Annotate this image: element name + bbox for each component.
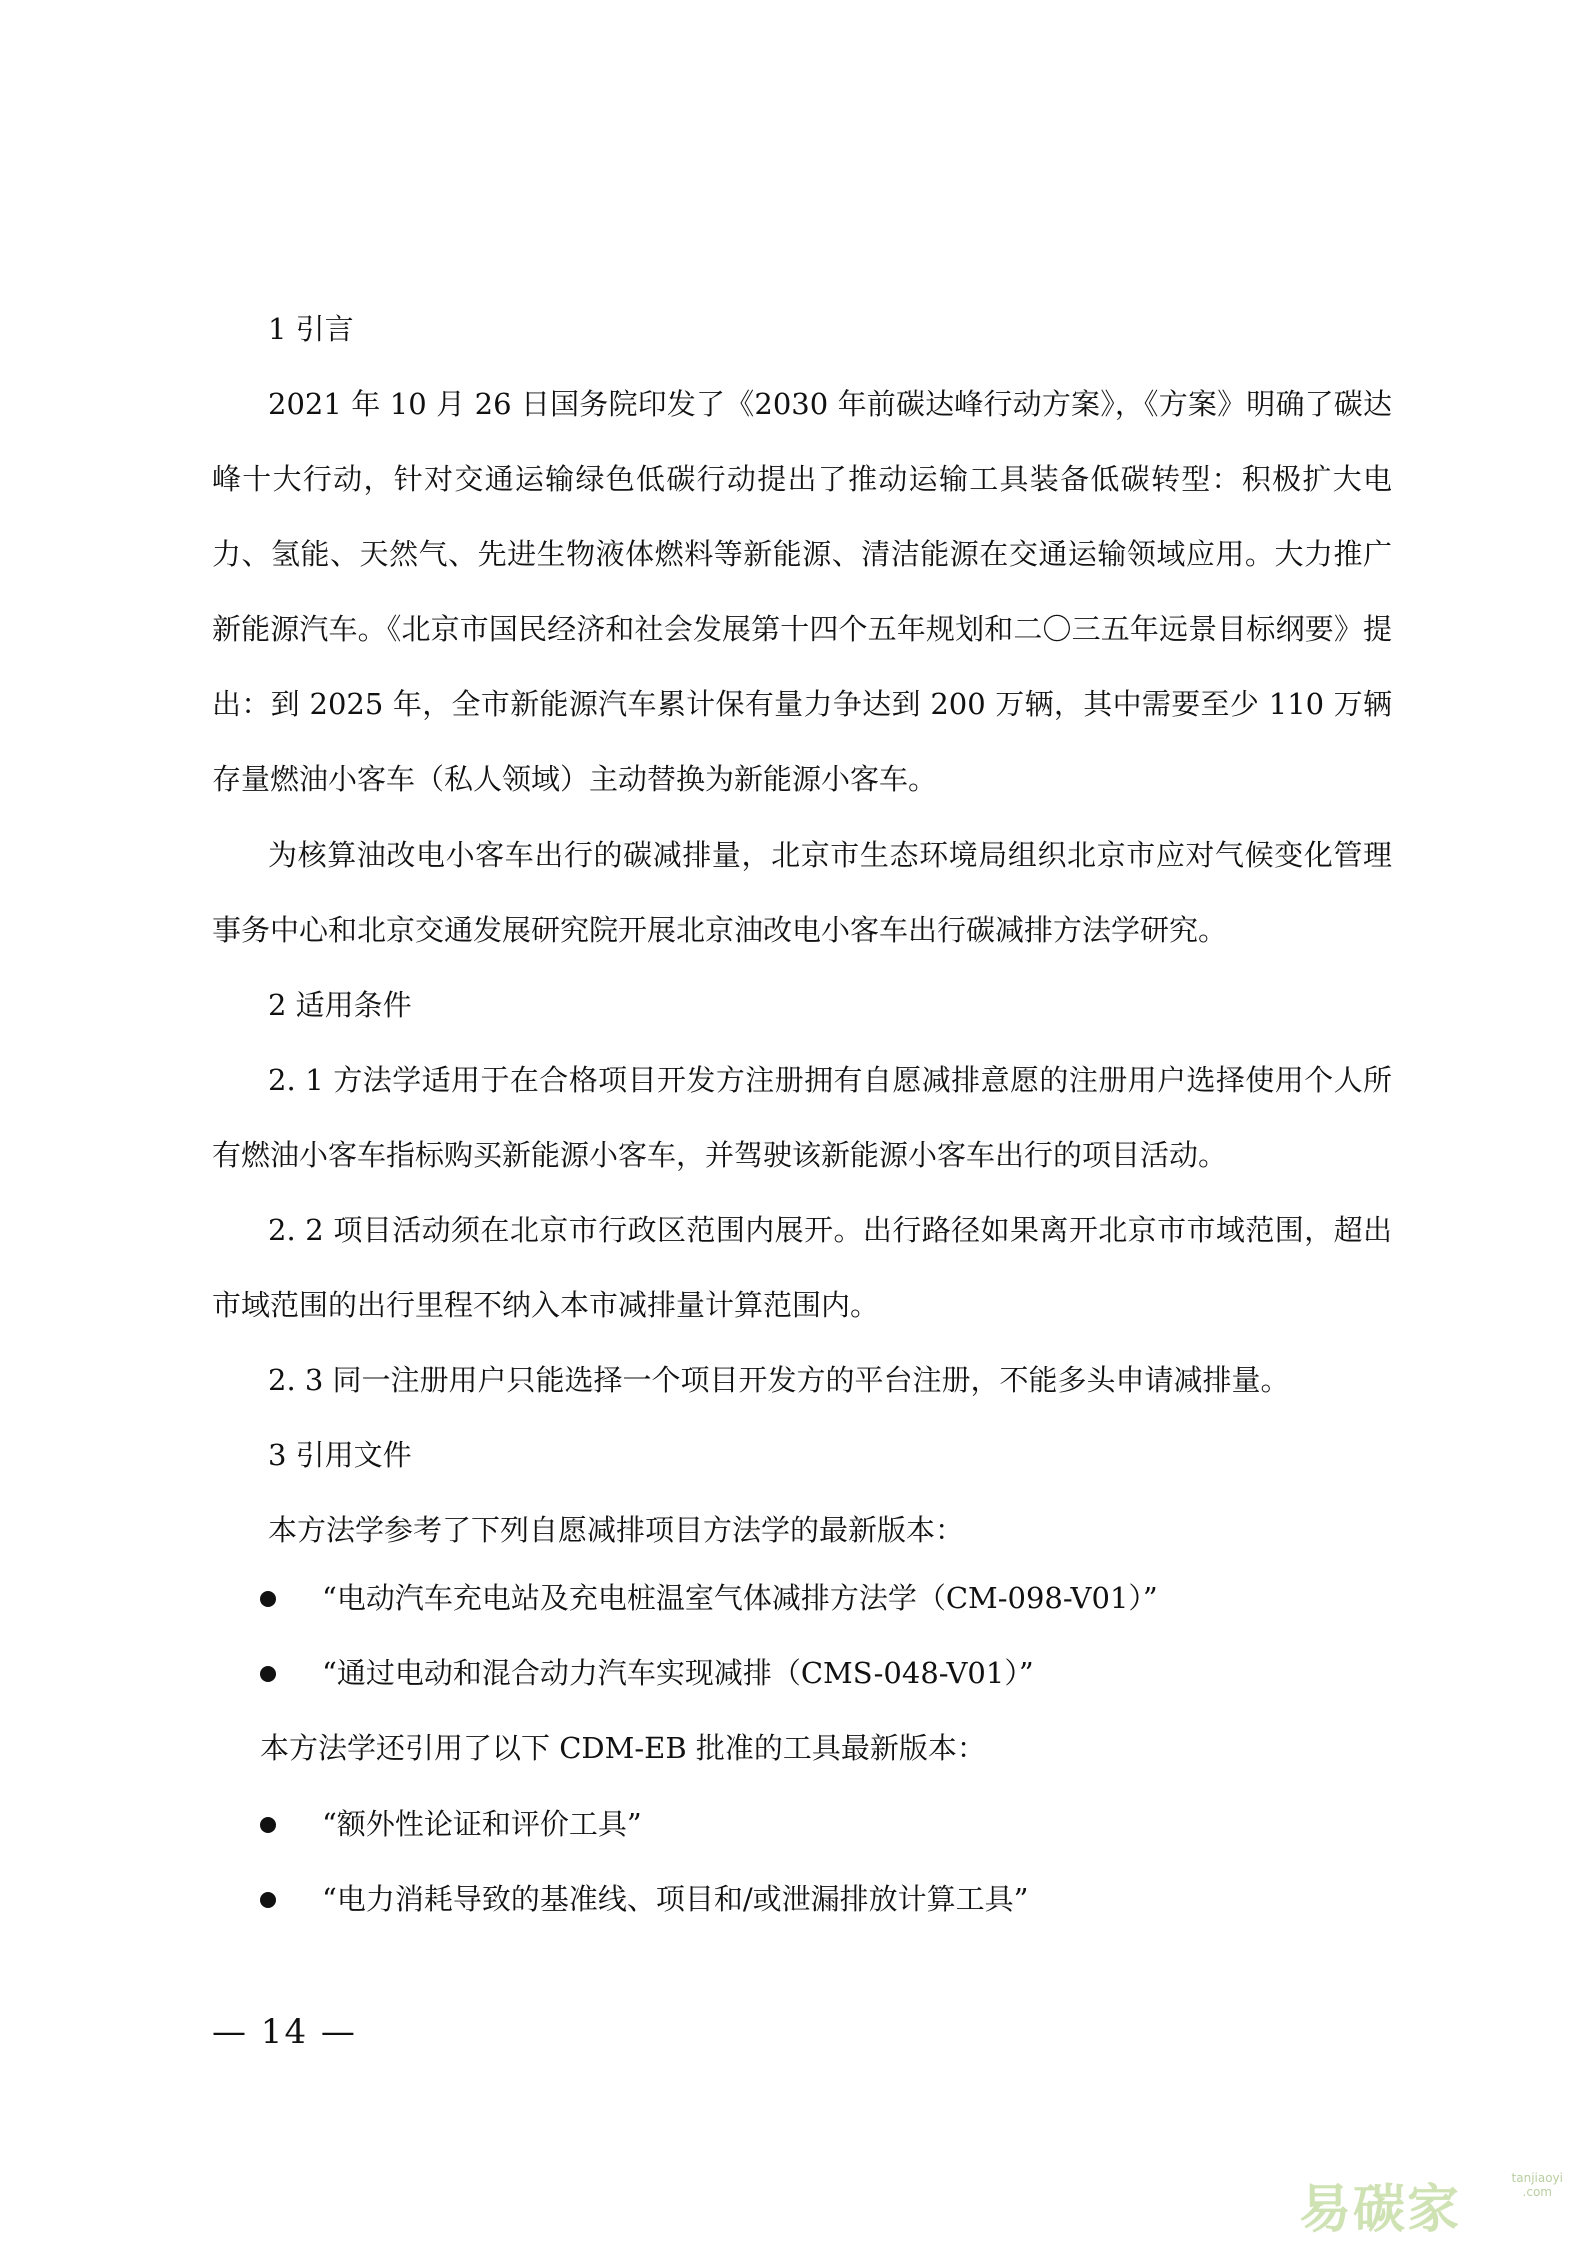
section-3-intro: 本方法学参考了下列自愿减排项目方法学的最新版本： [268,1513,965,1547]
reference-item-text: “通过电动和混合动力汽车实现减排（CMS-048-V01）” [322,1656,1034,1690]
tool-item-text: “电力消耗导致的基准线、项目和/或泄漏排放计算工具” [322,1882,1029,1916]
section-1-paragraph-1: 2021 年 10 月 26 日国务院印发了《2030 年前碳达峰行动方案》，《方案》明确了碳达峰十大行动，针对交通运输绿色低碳行动提出了推动运输工具装备低碳转型：积极扩大电力、氢能、天然气、先进生物液体燃料等新能源、清洁能源在交通运输领域应用。大力推广新能源汽车。《北京市国民经济和社会发展第十四个五年规划和二〇三五年远景目标纲要》提出：到 2025 年，全市新能源汽车累计保有量力争达到 200 万辆，其中需要至少 110 万辆存量燃油小客车（私人领域）主动替换为新能源小客车。 [212,387,1392,796]
section-1-paragraph-2: 为核算油改电小客车出行的碳减排量，北京市生态环境局组织北京市应对气候变化管理事务中心和北京交通发展研究院开展北京油改电小客车出行碳减排方法学研究。 [212,838,1392,947]
watermark-site-line1: tanjiaoyi [1511,2171,1563,2185]
watermark-site [1512,2171,1563,2199]
watermark-brand: 易碳家 [1299,2180,1462,2240]
bullet-icon [260,1666,276,1682]
watermark-site-line2: .com [1522,2185,1552,2199]
section-3-tools-intro: 本方法学还引用了以下 CDM-EB 批准的工具最新版本： [260,1731,986,1765]
section-1-heading: 1 引言 [268,312,354,346]
bullet-icon [260,1817,276,1833]
clause-2-3: 2. 3 同一注册用户只能选择一个项目开发方的平台注册，不能多头申请减排量。 [268,1363,1290,1397]
bullet-icon [260,1591,276,1607]
section-2-heading: 2 适用条件 [268,988,412,1022]
watermark-logo [1299,2149,1569,2239]
clause-2-2: 2. 2 项目活动须在北京市行政区范围内展开。出行路径如果离开北京市市域范围，超出市域范围的出行里程不纳入本市减排量计算范围内。 [212,1213,1392,1322]
clause-2-1: 2. 1 方法学适用于在合格项目开发方注册拥有自愿减排意愿的注册用户选择使用个人所有燃油小客车指标购买新能源小客车，并驾驶该新能源小客车出行的项目活动。 [212,1063,1392,1172]
reference-item-text: “电动汽车充电站及充电桩温室气体减排方法学（CM-098-V01）” [322,1581,1158,1615]
page-number: — 14 — [212,2012,357,2052]
bullet-icon [260,1892,276,1908]
section-3-heading: 3 引用文件 [268,1438,412,1472]
tool-item-text: “额外性论证和评价工具” [322,1807,642,1841]
